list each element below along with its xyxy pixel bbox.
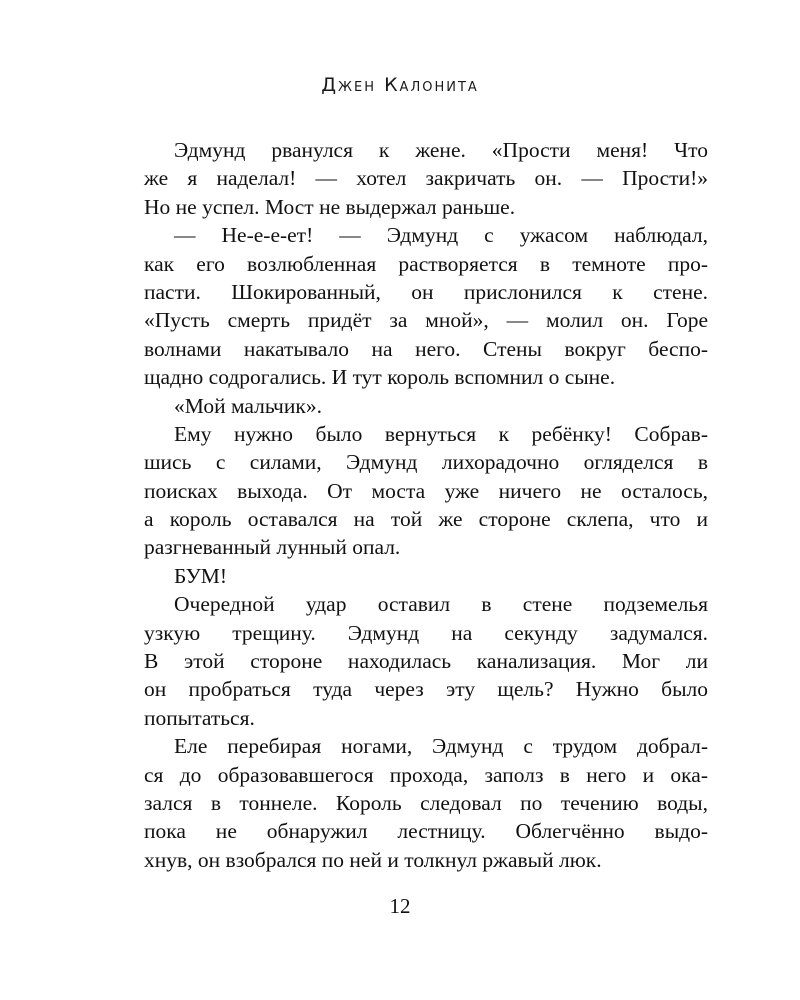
text-line: хнув, он взобрался по ней и толкнул ржавый люк.	[144, 847, 602, 872]
text-line: он пробраться туда через эту щель? Нужно было	[144, 677, 708, 702]
text-line: шись с силами, Эдмунд лихорадочно огляделся в	[144, 450, 708, 475]
text-line: В этой стороне находилась канализация. Мог ли	[144, 649, 708, 674]
text-line: щадно содрогались. И тут король вспомнил о сыне.	[144, 365, 616, 390]
text-line: волнами накатывало на него. Стены вокруг беспо-	[144, 336, 708, 361]
paragraph	[144, 562, 708, 590]
text-line: БУМ!	[174, 563, 228, 588]
text-line: — Не-е-е-ет! — Эдмунд с ужасом наблюдал,	[174, 223, 708, 248]
body-text	[144, 136, 708, 874]
text-line: разгневанный лунный опал.	[144, 535, 401, 560]
text-line: ся до образовавшегося прохода, заполз в него и ока-	[144, 762, 708, 787]
text-line: попытаться.	[144, 705, 255, 730]
paragraph	[144, 420, 708, 562]
text-line: Эдмунд рванулся к жене. «Прости меня! Что	[174, 138, 708, 162]
text-line: «Пусть смерть придёт за мной», — молил он. Горе	[144, 308, 708, 333]
paragraph	[144, 732, 708, 874]
text-line: Очередной удар оставил в стене подземелья	[174, 592, 708, 617]
text-line: пасти. Шокированный, он прислонился к стене.	[144, 279, 708, 304]
text-line: поисках выхода. От моста уже ничего не осталось,	[144, 478, 708, 503]
running-header: Джен Калонита	[321, 74, 479, 96]
text-line: Еле перебирая ногами, Эдмунд с трудом добрал-	[174, 734, 708, 759]
text-line: а король оставался на той же стороне склепа, что и	[144, 507, 708, 532]
text-line: же я наделал! — хотел закричать он. — Прости!»	[144, 166, 708, 191]
page-number: 12	[389, 894, 411, 918]
text-line: пока не обнаружил лестницу. Облегчённо выдо-	[144, 819, 708, 844]
text-line: Но не успел. Мост не выдержал раньше.	[144, 194, 516, 219]
text-line: «Мой мальчик».	[174, 393, 322, 418]
paragraph	[144, 590, 708, 732]
paragraph	[144, 136, 708, 221]
text-line: как его возлюбленная растворяется в темноте про-	[144, 251, 708, 276]
text-line: Ему нужно было вернуться к ребёнку! Собрав-	[174, 421, 708, 446]
paragraph	[144, 392, 708, 420]
paragraph	[144, 221, 708, 391]
text-line: узкую трещину. Эдмунд на секунду задумался.	[144, 620, 708, 645]
text-line: зался в тоннеле. Король следовал по течению воды,	[144, 790, 708, 815]
